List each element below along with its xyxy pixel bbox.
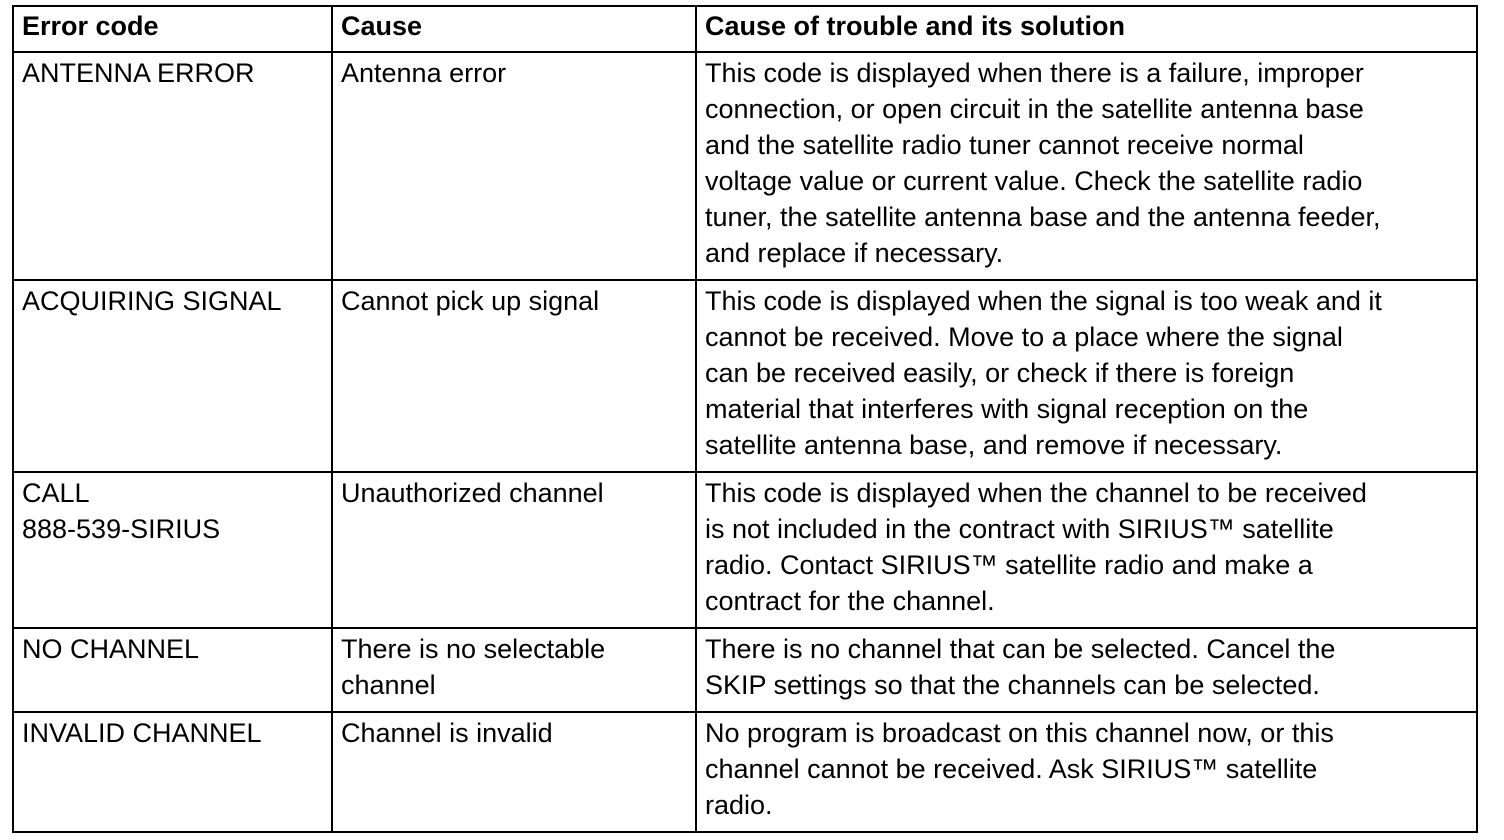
table-row <box>13 52 1477 280</box>
solution-cell: This code is displayed when there is a failure, improper connection, or open circuit in the satellite antenna base and the satellite radio tuner cannot receive normal voltage value or current value. Check the satellite radio tuner, the satellite antenna base and the antenna feeder, and replace if necessary. <box>696 52 1477 280</box>
error-code-cell: CALL 888-539-SIRIUS <box>13 472 332 628</box>
header-solution: Cause of trouble and its solution <box>696 6 1477 52</box>
error-code-cell: INVALID CHANNEL <box>13 712 332 832</box>
error-code-cell: NO CHANNEL <box>13 628 332 712</box>
cause-cell: Antenna error <box>332 52 696 280</box>
error-code-table <box>12 5 1478 833</box>
table-header-row <box>13 6 1477 52</box>
header-error-code: Error code <box>13 6 332 52</box>
cause-cell: Unauthorized channel <box>332 472 696 628</box>
table-row <box>13 712 1477 832</box>
cause-cell: Channel is invalid <box>332 712 696 832</box>
error-code-cell: ANTENNA ERROR <box>13 52 332 280</box>
solution-cell: This code is displayed when the channel to be received is not included in the contract with SIRIUS™ satellite radio. Contact SIRIUS™ satellite radio and make a contract for the channel. <box>696 472 1477 628</box>
solution-cell: This code is displayed when the signal is too weak and it cannot be received. Move to a place where the signal can be received easily, or check if there is foreign material that interferes with signal reception on the satellite antenna base, and remove if necessary. <box>696 280 1477 472</box>
cause-cell: There is no selectable channel <box>332 628 696 712</box>
table-row <box>13 628 1477 712</box>
table-row <box>13 280 1477 472</box>
header-cause: Cause <box>332 6 696 52</box>
table-row <box>13 472 1477 628</box>
cause-cell: Cannot pick up signal <box>332 280 696 472</box>
error-code-cell: ACQUIRING SIGNAL <box>13 280 332 472</box>
solution-cell: There is no channel that can be selected. Cancel the SKIP settings so that the channels can be selected. <box>696 628 1477 712</box>
solution-cell: No program is broadcast on this channel now, or this channel cannot be received. Ask SIRIUS™ satellite radio. <box>696 712 1477 832</box>
